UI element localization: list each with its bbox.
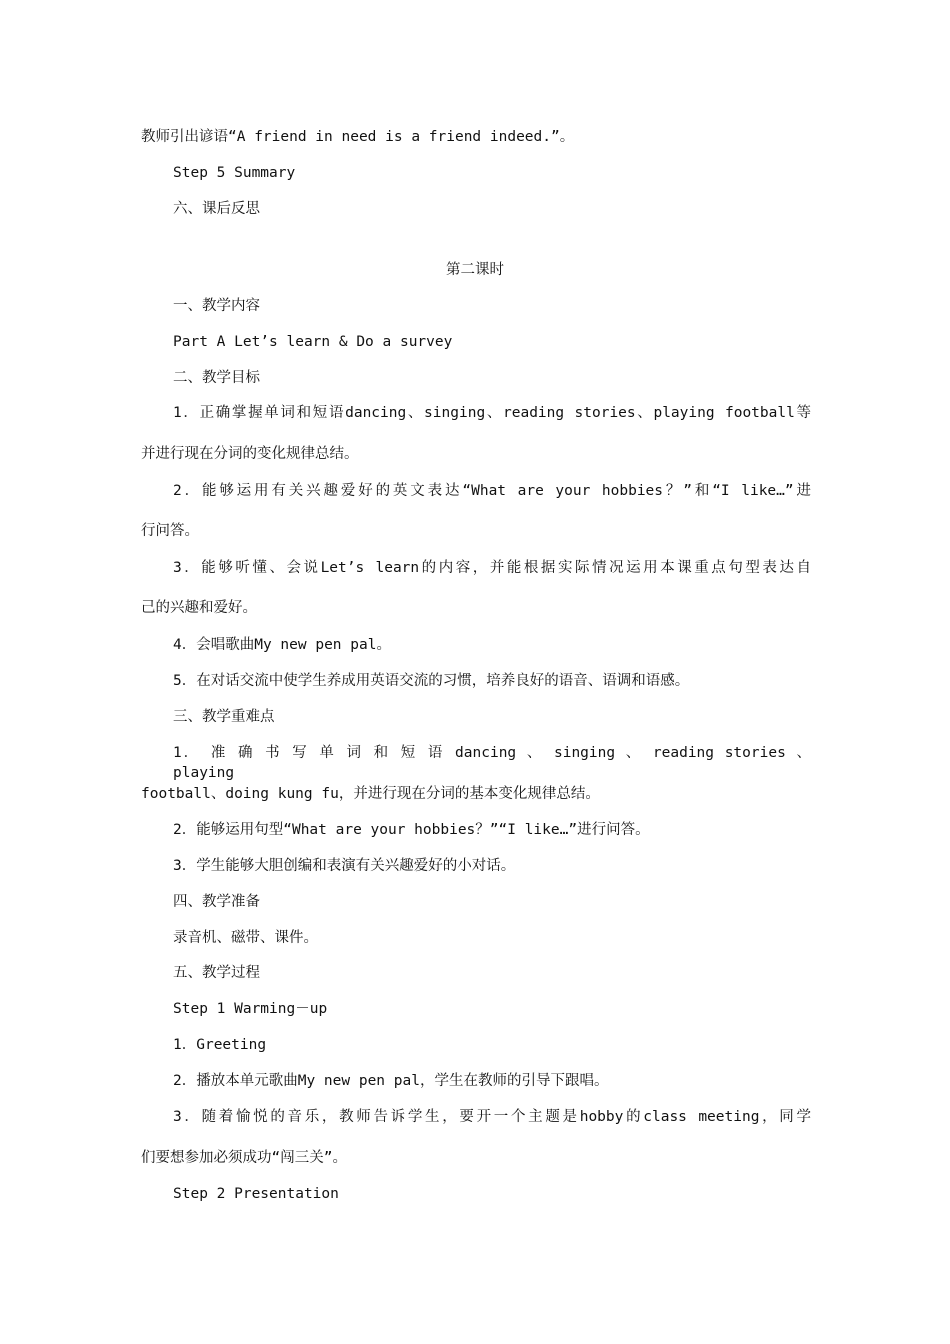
text-line: 己的兴趣和爱好。: [141, 600, 257, 616]
text-line: 教师引出谚语“A friend in need is a friend indeed.”。: [141, 129, 575, 145]
text-line: 并进行现在分词的变化规律总结。: [141, 446, 359, 462]
section-heading: 二、教学目标: [173, 370, 260, 386]
text-line: 录音机、磁带、课件。: [173, 930, 318, 946]
text-line: 5．在对话交流中使学生养成用英语交流的习惯，培养良好的语音、语调和语感。: [173, 673, 690, 689]
text-line: 行问答。: [141, 523, 199, 539]
text-line: 3．能够听懂、会说Let’s learn的内容，并能根据实际情况运用本课重点句型表达自: [173, 560, 811, 576]
section-heading: 一、教学内容: [173, 298, 260, 314]
lesson-title: 第二课时: [446, 262, 504, 278]
text-line: Part A Let’s learn & Do a survey: [173, 334, 453, 350]
text-line: Step 5 Summary: [173, 165, 296, 181]
text-line: 1． 准 确 书 写 单 词 和 短 语 dancing 、 singing 、 reading stories 、 playing: [173, 745, 811, 781]
text-line: 2．能够运用句型“What are your hobbies？”“I like…”进行问答。: [173, 822, 650, 838]
section-heading: 四、教学准备: [173, 894, 260, 910]
text-line: 3．随着愉悦的音乐，教师告诉学生，要开一个主题是hobby的class meeting，同学: [173, 1109, 811, 1125]
text-line: Step 2 Presentation: [173, 1186, 339, 1202]
text-line: Step 1 Warming－up: [173, 1001, 328, 1017]
section-heading: 六、课后反思: [173, 201, 260, 217]
section-heading: 五、教学过程: [173, 965, 260, 981]
text-line: 3．学生能够大胆创编和表演有关兴趣爱好的小对话。: [173, 858, 516, 874]
text-line: 们要想参加必须成功“闯三关”。: [141, 1150, 347, 1166]
text-line: football、doing kung fu，并进行现在分词的基本变化规律总结。: [141, 786, 600, 802]
text-line: 1．正确掌握单词和短语dancing、singing、reading stories、playing football等: [173, 405, 811, 421]
text-line: 2．能够运用有关兴趣爱好的英文表达“What are your hobbies？”和“I like…”进: [173, 483, 811, 499]
text-line: 2．播放本单元歌曲My new pen pal，学生在教师的引导下跟唱。: [173, 1073, 609, 1089]
text-line: 1．Greeting: [173, 1037, 267, 1053]
section-heading: 三、教学重难点: [173, 709, 275, 725]
text-line: 4．会唱歌曲My new pen pal。: [173, 637, 391, 653]
